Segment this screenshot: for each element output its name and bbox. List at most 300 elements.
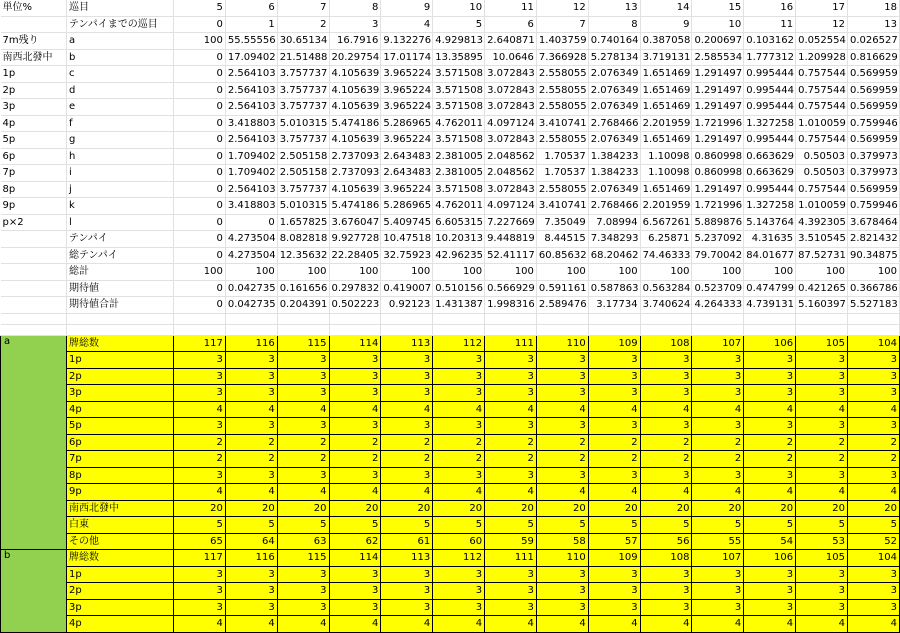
tile-count-cell[interactable]: 3 [796, 418, 848, 435]
tile-label-cell[interactable]: 6p [67, 434, 174, 451]
tile-count-cell[interactable]: 3 [277, 583, 329, 600]
data-cell[interactable]: 3.072843 [485, 82, 537, 99]
row-key-cell[interactable]: 総計 [67, 264, 174, 281]
data-cell[interactable]: 2.201959 [640, 115, 692, 132]
data-cell[interactable]: 20.29754 [329, 49, 381, 66]
tile-count-cell[interactable]: 3 [847, 418, 899, 435]
data-cell[interactable]: 32.75923 [381, 247, 433, 264]
tile-count-cell[interactable]: 3 [225, 599, 277, 616]
data-cell[interactable]: 1.651469 [640, 181, 692, 198]
tile-count-cell[interactable]: 3 [744, 599, 796, 616]
tile-count-cell[interactable]: 5 [588, 517, 640, 534]
tile-count-cell[interactable]: 5 [485, 517, 537, 534]
tile-count-cell[interactable]: 105 [796, 550, 848, 567]
tile-count-cell[interactable]: 4 [329, 616, 381, 633]
tile-count-cell[interactable]: 3 [433, 368, 485, 385]
empty-cell[interactable] [588, 324, 640, 335]
data-cell[interactable]: 5.160397 [796, 297, 848, 314]
tile-count-cell[interactable]: 3 [329, 418, 381, 435]
data-cell[interactable]: 3.571508 [433, 181, 485, 198]
tile-count-cell[interactable]: 3 [433, 385, 485, 402]
tile-count-cell[interactable]: 20 [329, 500, 381, 517]
empty-cell[interactable] [329, 313, 381, 324]
data-cell[interactable]: 100 [536, 264, 588, 281]
row-label-cell[interactable]: 4p [1, 115, 67, 132]
tile-count-cell[interactable]: 20 [277, 500, 329, 517]
tile-count-cell[interactable]: 5 [433, 517, 485, 534]
tile-count-cell[interactable]: 4 [640, 484, 692, 501]
data-cell[interactable]: 3.757737 [277, 66, 329, 83]
tile-count-cell[interactable]: 3 [277, 467, 329, 484]
tile-count-cell[interactable]: 3 [485, 352, 537, 369]
tile-count-cell[interactable]: 3 [329, 352, 381, 369]
row-label-cell[interactable] [1, 231, 67, 248]
data-cell[interactable]: 16 [744, 0, 796, 16]
empty-cell[interactable] [1, 313, 67, 324]
data-cell[interactable]: 2.558055 [536, 82, 588, 99]
tile-count-cell[interactable]: 52 [847, 533, 899, 550]
data-cell[interactable]: 10.47518 [381, 231, 433, 248]
tile-count-cell[interactable]: 4 [225, 401, 277, 418]
data-cell[interactable]: 4.273504 [225, 247, 277, 264]
data-cell[interactable]: 2.585534 [692, 49, 744, 66]
data-cell[interactable]: 5.889876 [692, 214, 744, 231]
data-cell[interactable]: 0.510156 [433, 280, 485, 297]
data-cell[interactable]: 60.85632 [536, 247, 588, 264]
data-cell[interactable]: 2.201959 [640, 198, 692, 215]
data-cell[interactable]: 21.51488 [277, 49, 329, 66]
row-label-cell[interactable]: 3p [1, 99, 67, 116]
tile-label-cell[interactable]: 4p [67, 616, 174, 633]
tile-count-cell[interactable]: 5 [381, 517, 433, 534]
empty-cell[interactable] [744, 324, 796, 335]
tile-count-cell[interactable]: 54 [744, 533, 796, 550]
tile-count-cell[interactable]: 3 [225, 385, 277, 402]
row-label-cell[interactable]: 7p [1, 165, 67, 182]
data-cell[interactable]: 0.297832 [329, 280, 381, 297]
tile-count-cell[interactable]: 3 [847, 467, 899, 484]
data-cell[interactable]: 1.431387 [433, 297, 485, 314]
data-cell[interactable]: 3.072843 [485, 99, 537, 116]
tile-count-cell[interactable]: 3 [174, 599, 226, 616]
data-cell[interactable]: 0 [174, 148, 226, 165]
data-cell[interactable]: 2.564103 [225, 82, 277, 99]
data-cell[interactable]: 0.759946 [847, 198, 899, 215]
data-cell[interactable]: 100 [225, 264, 277, 281]
data-cell[interactable]: 3.418803 [225, 198, 277, 215]
tile-count-cell[interactable]: 64 [225, 533, 277, 550]
tile-count-cell[interactable]: 2 [225, 434, 277, 451]
tile-count-cell[interactable]: 4 [796, 401, 848, 418]
row-key-cell[interactable]: g [67, 132, 174, 149]
tile-count-cell[interactable]: 55 [692, 533, 744, 550]
empty-cell[interactable] [67, 313, 174, 324]
tile-count-cell[interactable]: 116 [225, 550, 277, 567]
row-label-cell[interactable]: 2p [1, 82, 67, 99]
tile-count-cell[interactable]: 3 [847, 368, 899, 385]
data-cell[interactable]: 0.995444 [744, 66, 796, 83]
data-cell[interactable]: 3.571508 [433, 132, 485, 149]
data-cell[interactable]: 1.777312 [744, 49, 796, 66]
tile-count-cell[interactable]: 20 [225, 500, 277, 517]
empty-cell[interactable] [485, 324, 537, 335]
data-cell[interactable]: 5 [174, 0, 226, 16]
tile-count-cell[interactable]: 3 [174, 583, 226, 600]
tile-count-cell[interactable]: 3 [536, 583, 588, 600]
tile-label-cell[interactable]: 南西北發中 [67, 500, 174, 517]
data-cell[interactable]: 6.25871 [640, 231, 692, 248]
data-cell[interactable]: 0.860998 [692, 148, 744, 165]
data-cell[interactable]: 100 [174, 264, 226, 281]
tile-count-cell[interactable]: 56 [640, 533, 692, 550]
tile-count-cell[interactable]: 4 [744, 401, 796, 418]
tile-count-cell[interactable]: 4 [692, 401, 744, 418]
data-cell[interactable]: 9.132276 [381, 33, 433, 50]
tile-count-cell[interactable]: 3 [381, 583, 433, 600]
row-key-cell[interactable]: i [67, 165, 174, 182]
tile-count-cell[interactable]: 111 [485, 550, 537, 567]
data-cell[interactable]: 1.291497 [692, 99, 744, 116]
data-cell[interactable]: 2.768466 [588, 198, 640, 215]
data-cell[interactable]: 3.965224 [381, 82, 433, 99]
data-cell[interactable]: 7.35049 [536, 214, 588, 231]
tile-count-cell[interactable]: 3 [433, 467, 485, 484]
tile-count-cell[interactable]: 3 [588, 418, 640, 435]
tile-count-cell[interactable]: 4 [536, 401, 588, 418]
data-cell[interactable]: 11 [744, 16, 796, 33]
tile-count-cell[interactable]: 3 [225, 566, 277, 583]
data-cell[interactable]: 0.663629 [744, 148, 796, 165]
tile-count-cell[interactable]: 110 [536, 335, 588, 352]
tile-count-cell[interactable]: 5 [225, 517, 277, 534]
data-cell[interactable]: 0 [174, 280, 226, 297]
tile-count-cell[interactable]: 2 [796, 451, 848, 468]
data-cell[interactable]: 2.558055 [536, 132, 588, 149]
tile-count-cell[interactable]: 3 [381, 467, 433, 484]
data-cell[interactable]: 2.640871 [485, 33, 537, 50]
tile-count-cell[interactable]: 3 [536, 385, 588, 402]
tile-label-cell[interactable]: 7p [67, 451, 174, 468]
tile-count-cell[interactable]: 112 [433, 335, 485, 352]
data-cell[interactable]: 0.995444 [744, 181, 796, 198]
data-cell[interactable]: 1.651469 [640, 82, 692, 99]
data-cell[interactable]: 2.076349 [588, 132, 640, 149]
data-cell[interactable]: 10.20313 [433, 231, 485, 248]
data-cell[interactable]: 0.92123 [381, 297, 433, 314]
data-cell[interactable]: 100 [174, 33, 226, 50]
tile-count-cell[interactable]: 3 [225, 467, 277, 484]
tile-count-cell[interactable]: 5 [692, 517, 744, 534]
data-cell[interactable]: 3.072843 [485, 66, 537, 83]
data-cell[interactable]: 0.566929 [485, 280, 537, 297]
data-cell[interactable]: 0.052554 [796, 33, 848, 50]
tile-label-cell[interactable]: 1p [67, 352, 174, 369]
tile-count-cell[interactable]: 3 [847, 385, 899, 402]
data-cell[interactable]: 0 [174, 181, 226, 198]
tile-label-cell[interactable]: 牌総数 [67, 335, 174, 352]
data-cell[interactable]: 0 [174, 115, 226, 132]
tile-count-cell[interactable]: 4 [433, 616, 485, 633]
tile-count-cell[interactable]: 109 [588, 550, 640, 567]
data-cell[interactable]: 2.505158 [277, 165, 329, 182]
data-cell[interactable]: 55.55556 [225, 33, 277, 50]
data-cell[interactable]: 0 [174, 99, 226, 116]
tile-count-cell[interactable]: 107 [692, 550, 744, 567]
data-cell[interactable]: 100 [692, 264, 744, 281]
data-cell[interactable]: 0.569959 [847, 99, 899, 116]
tile-count-cell[interactable]: 3 [277, 418, 329, 435]
data-cell[interactable]: 3.757737 [277, 132, 329, 149]
data-cell[interactable]: 0.042735 [225, 297, 277, 314]
tile-count-cell[interactable]: 4 [588, 484, 640, 501]
data-cell[interactable]: 3.676047 [329, 214, 381, 231]
empty-cell[interactable] [174, 324, 226, 335]
data-cell[interactable]: 0.757544 [796, 82, 848, 99]
data-cell[interactable]: 2.505158 [277, 148, 329, 165]
empty-cell[interactable] [692, 324, 744, 335]
tile-count-cell[interactable]: 3 [485, 467, 537, 484]
data-cell[interactable]: 1.384233 [588, 165, 640, 182]
data-cell[interactable]: 1.291497 [692, 181, 744, 198]
tile-count-cell[interactable]: 3 [796, 352, 848, 369]
data-cell[interactable]: 0.421265 [796, 280, 848, 297]
data-cell[interactable]: 0.50503 [796, 165, 848, 182]
tile-count-cell[interactable]: 2 [485, 451, 537, 468]
data-cell[interactable]: 17 [796, 0, 848, 16]
tile-count-cell[interactable]: 3 [174, 368, 226, 385]
tile-count-cell[interactable]: 3 [485, 583, 537, 600]
tile-label-cell[interactable]: 白東 [67, 517, 174, 534]
tile-count-cell[interactable]: 4 [847, 401, 899, 418]
data-cell[interactable]: 5.286965 [381, 198, 433, 215]
tile-count-cell[interactable]: 2 [640, 434, 692, 451]
tile-count-cell[interactable]: 107 [692, 335, 744, 352]
data-cell[interactable]: 1.651469 [640, 99, 692, 116]
tile-count-cell[interactable]: 3 [744, 467, 796, 484]
tile-count-cell[interactable]: 5 [277, 517, 329, 534]
tile-count-cell[interactable]: 3 [485, 566, 537, 583]
tile-count-cell[interactable]: 3 [847, 566, 899, 583]
data-cell[interactable]: 0 [174, 165, 226, 182]
data-cell[interactable]: 0.569959 [847, 132, 899, 149]
tile-label-cell[interactable]: 牌総数 [67, 550, 174, 567]
row-key-cell[interactable]: a [67, 33, 174, 50]
data-cell[interactable]: 0.523709 [692, 280, 744, 297]
empty-cell[interactable] [329, 324, 381, 335]
tile-count-cell[interactable]: 4 [640, 616, 692, 633]
tile-count-cell[interactable]: 4 [536, 484, 588, 501]
tile-count-cell[interactable]: 2 [225, 451, 277, 468]
tile-count-cell[interactable]: 3 [744, 385, 796, 402]
data-cell[interactable]: 9.448819 [485, 231, 537, 248]
data-cell[interactable]: 4.105639 [329, 99, 381, 116]
tile-count-cell[interactable]: 62 [329, 533, 381, 550]
data-cell[interactable]: 52.41117 [485, 247, 537, 264]
tile-count-cell[interactable]: 106 [744, 335, 796, 352]
data-cell[interactable]: 2.821432 [847, 231, 899, 248]
data-cell[interactable]: 2.737093 [329, 165, 381, 182]
tile-count-cell[interactable]: 20 [588, 500, 640, 517]
tile-count-cell[interactable]: 4 [847, 616, 899, 633]
data-cell[interactable]: 68.20462 [588, 247, 640, 264]
data-cell[interactable]: 1 [225, 16, 277, 33]
tile-count-cell[interactable]: 3 [485, 599, 537, 616]
data-cell[interactable]: 0.474799 [744, 280, 796, 297]
row-label-cell[interactable] [1, 297, 67, 314]
data-cell[interactable]: 8.44515 [536, 231, 588, 248]
data-cell[interactable]: 5.278134 [588, 49, 640, 66]
tile-count-cell[interactable]: 4 [588, 616, 640, 633]
tile-count-cell[interactable]: 2 [277, 451, 329, 468]
data-cell[interactable]: 0.103162 [744, 33, 796, 50]
data-cell[interactable]: 30.65134 [277, 33, 329, 50]
data-cell[interactable]: 5.527183 [847, 297, 899, 314]
tile-count-cell[interactable]: 4 [225, 616, 277, 633]
data-cell[interactable]: 3.072843 [485, 181, 537, 198]
data-cell[interactable]: 0.816629 [847, 49, 899, 66]
tile-count-cell[interactable]: 58 [536, 533, 588, 550]
tile-count-cell[interactable]: 115 [277, 550, 329, 567]
data-cell[interactable]: 0 [174, 297, 226, 314]
data-cell[interactable]: 90.34875 [847, 247, 899, 264]
data-cell[interactable]: 5.010315 [277, 115, 329, 132]
tile-count-cell[interactable]: 20 [640, 500, 692, 517]
data-cell[interactable]: 1.651469 [640, 66, 692, 83]
data-cell[interactable]: 0.757544 [796, 181, 848, 198]
tile-count-cell[interactable]: 115 [277, 335, 329, 352]
tile-count-cell[interactable]: 3 [536, 352, 588, 369]
data-cell[interactable]: 0.759946 [847, 115, 899, 132]
data-cell[interactable]: 12 [536, 0, 588, 16]
data-cell[interactable]: 4.097124 [485, 198, 537, 215]
empty-cell[interactable] [433, 313, 485, 324]
data-cell[interactable]: 1.709402 [225, 165, 277, 182]
tile-count-cell[interactable]: 113 [381, 335, 433, 352]
data-cell[interactable]: 17.09402 [225, 49, 277, 66]
tile-count-cell[interactable]: 3 [588, 385, 640, 402]
data-cell[interactable]: 0 [174, 231, 226, 248]
data-cell[interactable]: 7.08994 [588, 214, 640, 231]
tile-count-cell[interactable]: 3 [381, 599, 433, 616]
data-cell[interactable]: 0.379973 [847, 165, 899, 182]
tile-count-cell[interactable]: 3 [329, 368, 381, 385]
tile-count-cell[interactable]: 3 [485, 385, 537, 402]
tile-count-cell[interactable]: 3 [588, 352, 640, 369]
data-cell[interactable]: 100 [485, 264, 537, 281]
data-cell[interactable]: 12.35632 [277, 247, 329, 264]
data-cell[interactable]: 0.563284 [640, 280, 692, 297]
row-key-cell[interactable]: テンパイ [67, 231, 174, 248]
tile-count-cell[interactable]: 2 [744, 434, 796, 451]
empty-cell[interactable] [381, 324, 433, 335]
tile-count-cell[interactable]: 4 [536, 616, 588, 633]
data-cell[interactable]: 3.678464 [847, 214, 899, 231]
data-cell[interactable]: 2.768466 [588, 115, 640, 132]
data-cell[interactable]: 1.384233 [588, 148, 640, 165]
data-cell[interactable]: 4.273504 [225, 231, 277, 248]
data-cell[interactable]: 18 [847, 0, 899, 16]
tile-count-cell[interactable]: 3 [225, 352, 277, 369]
tile-count-cell[interactable]: 3 [225, 368, 277, 385]
data-cell[interactable]: 13.35895 [433, 49, 485, 66]
data-cell[interactable]: 1.10098 [640, 165, 692, 182]
data-cell[interactable]: 2.643483 [381, 148, 433, 165]
tile-count-cell[interactable]: 3 [588, 368, 640, 385]
data-cell[interactable]: 1.291497 [692, 66, 744, 83]
tile-count-cell[interactable]: 4 [796, 616, 848, 633]
data-cell[interactable]: 3.571508 [433, 82, 485, 99]
tile-count-cell[interactable]: 65 [174, 533, 226, 550]
tile-count-cell[interactable]: 4 [588, 401, 640, 418]
tile-count-cell[interactable]: 4 [329, 484, 381, 501]
tile-count-cell[interactable]: 20 [381, 500, 433, 517]
tile-count-cell[interactable]: 3 [536, 368, 588, 385]
data-cell[interactable]: 3.757737 [277, 99, 329, 116]
data-cell[interactable]: 2.381005 [433, 148, 485, 165]
data-cell[interactable]: 7 [536, 16, 588, 33]
tile-count-cell[interactable]: 3 [744, 566, 796, 583]
tile-count-cell[interactable]: 3 [277, 599, 329, 616]
tile-label-cell[interactable]: 3p [67, 599, 174, 616]
tile-count-cell[interactable]: 2 [588, 451, 640, 468]
data-cell[interactable]: 0.740164 [588, 33, 640, 50]
data-cell[interactable]: 8 [329, 0, 381, 16]
tile-count-cell[interactable]: 20 [692, 500, 744, 517]
tile-count-cell[interactable]: 4 [485, 484, 537, 501]
tile-count-cell[interactable]: 3 [744, 368, 796, 385]
tile-count-cell[interactable]: 3 [277, 385, 329, 402]
tile-count-cell[interactable]: 2 [796, 434, 848, 451]
data-cell[interactable]: 13 [588, 0, 640, 16]
tile-count-cell[interactable]: 2 [485, 434, 537, 451]
tile-count-cell[interactable]: 3 [847, 583, 899, 600]
tile-count-cell[interactable]: 4 [381, 616, 433, 633]
group-label-cell[interactable]: b [1, 550, 67, 633]
tile-count-cell[interactable]: 3 [796, 385, 848, 402]
data-cell[interactable]: 9.927728 [329, 231, 381, 248]
data-cell[interactable]: 3.965224 [381, 99, 433, 116]
tile-count-cell[interactable]: 3 [847, 599, 899, 616]
tile-count-cell[interactable]: 5 [640, 517, 692, 534]
data-cell[interactable]: 100 [381, 264, 433, 281]
data-cell[interactable]: 0.50503 [796, 148, 848, 165]
data-cell[interactable]: 100 [640, 264, 692, 281]
data-cell[interactable]: 2.558055 [536, 181, 588, 198]
data-cell[interactable]: 0 [174, 49, 226, 66]
data-cell[interactable]: 5.409745 [381, 214, 433, 231]
data-cell[interactable]: 0.204391 [277, 297, 329, 314]
tile-count-cell[interactable]: 114 [329, 335, 381, 352]
data-cell[interactable]: 0 [225, 214, 277, 231]
row-label-cell[interactable] [1, 16, 67, 33]
data-cell[interactable]: 4.392305 [796, 214, 848, 231]
tile-count-cell[interactable]: 4 [277, 401, 329, 418]
data-cell[interactable]: 3.571508 [433, 99, 485, 116]
tile-count-cell[interactable]: 20 [174, 500, 226, 517]
data-cell[interactable]: 0.042735 [225, 280, 277, 297]
tile-count-cell[interactable]: 5 [744, 517, 796, 534]
tile-count-cell[interactable]: 4 [796, 484, 848, 501]
data-cell[interactable]: 9 [640, 16, 692, 33]
tile-count-cell[interactable]: 3 [174, 467, 226, 484]
tile-count-cell[interactable]: 3 [796, 368, 848, 385]
data-cell[interactable]: 2.558055 [536, 66, 588, 83]
tile-count-cell[interactable]: 2 [744, 451, 796, 468]
tile-count-cell[interactable]: 63 [277, 533, 329, 550]
tile-count-cell[interactable]: 3 [329, 566, 381, 583]
data-cell[interactable]: 3.571508 [433, 66, 485, 83]
tile-count-cell[interactable]: 20 [433, 500, 485, 517]
